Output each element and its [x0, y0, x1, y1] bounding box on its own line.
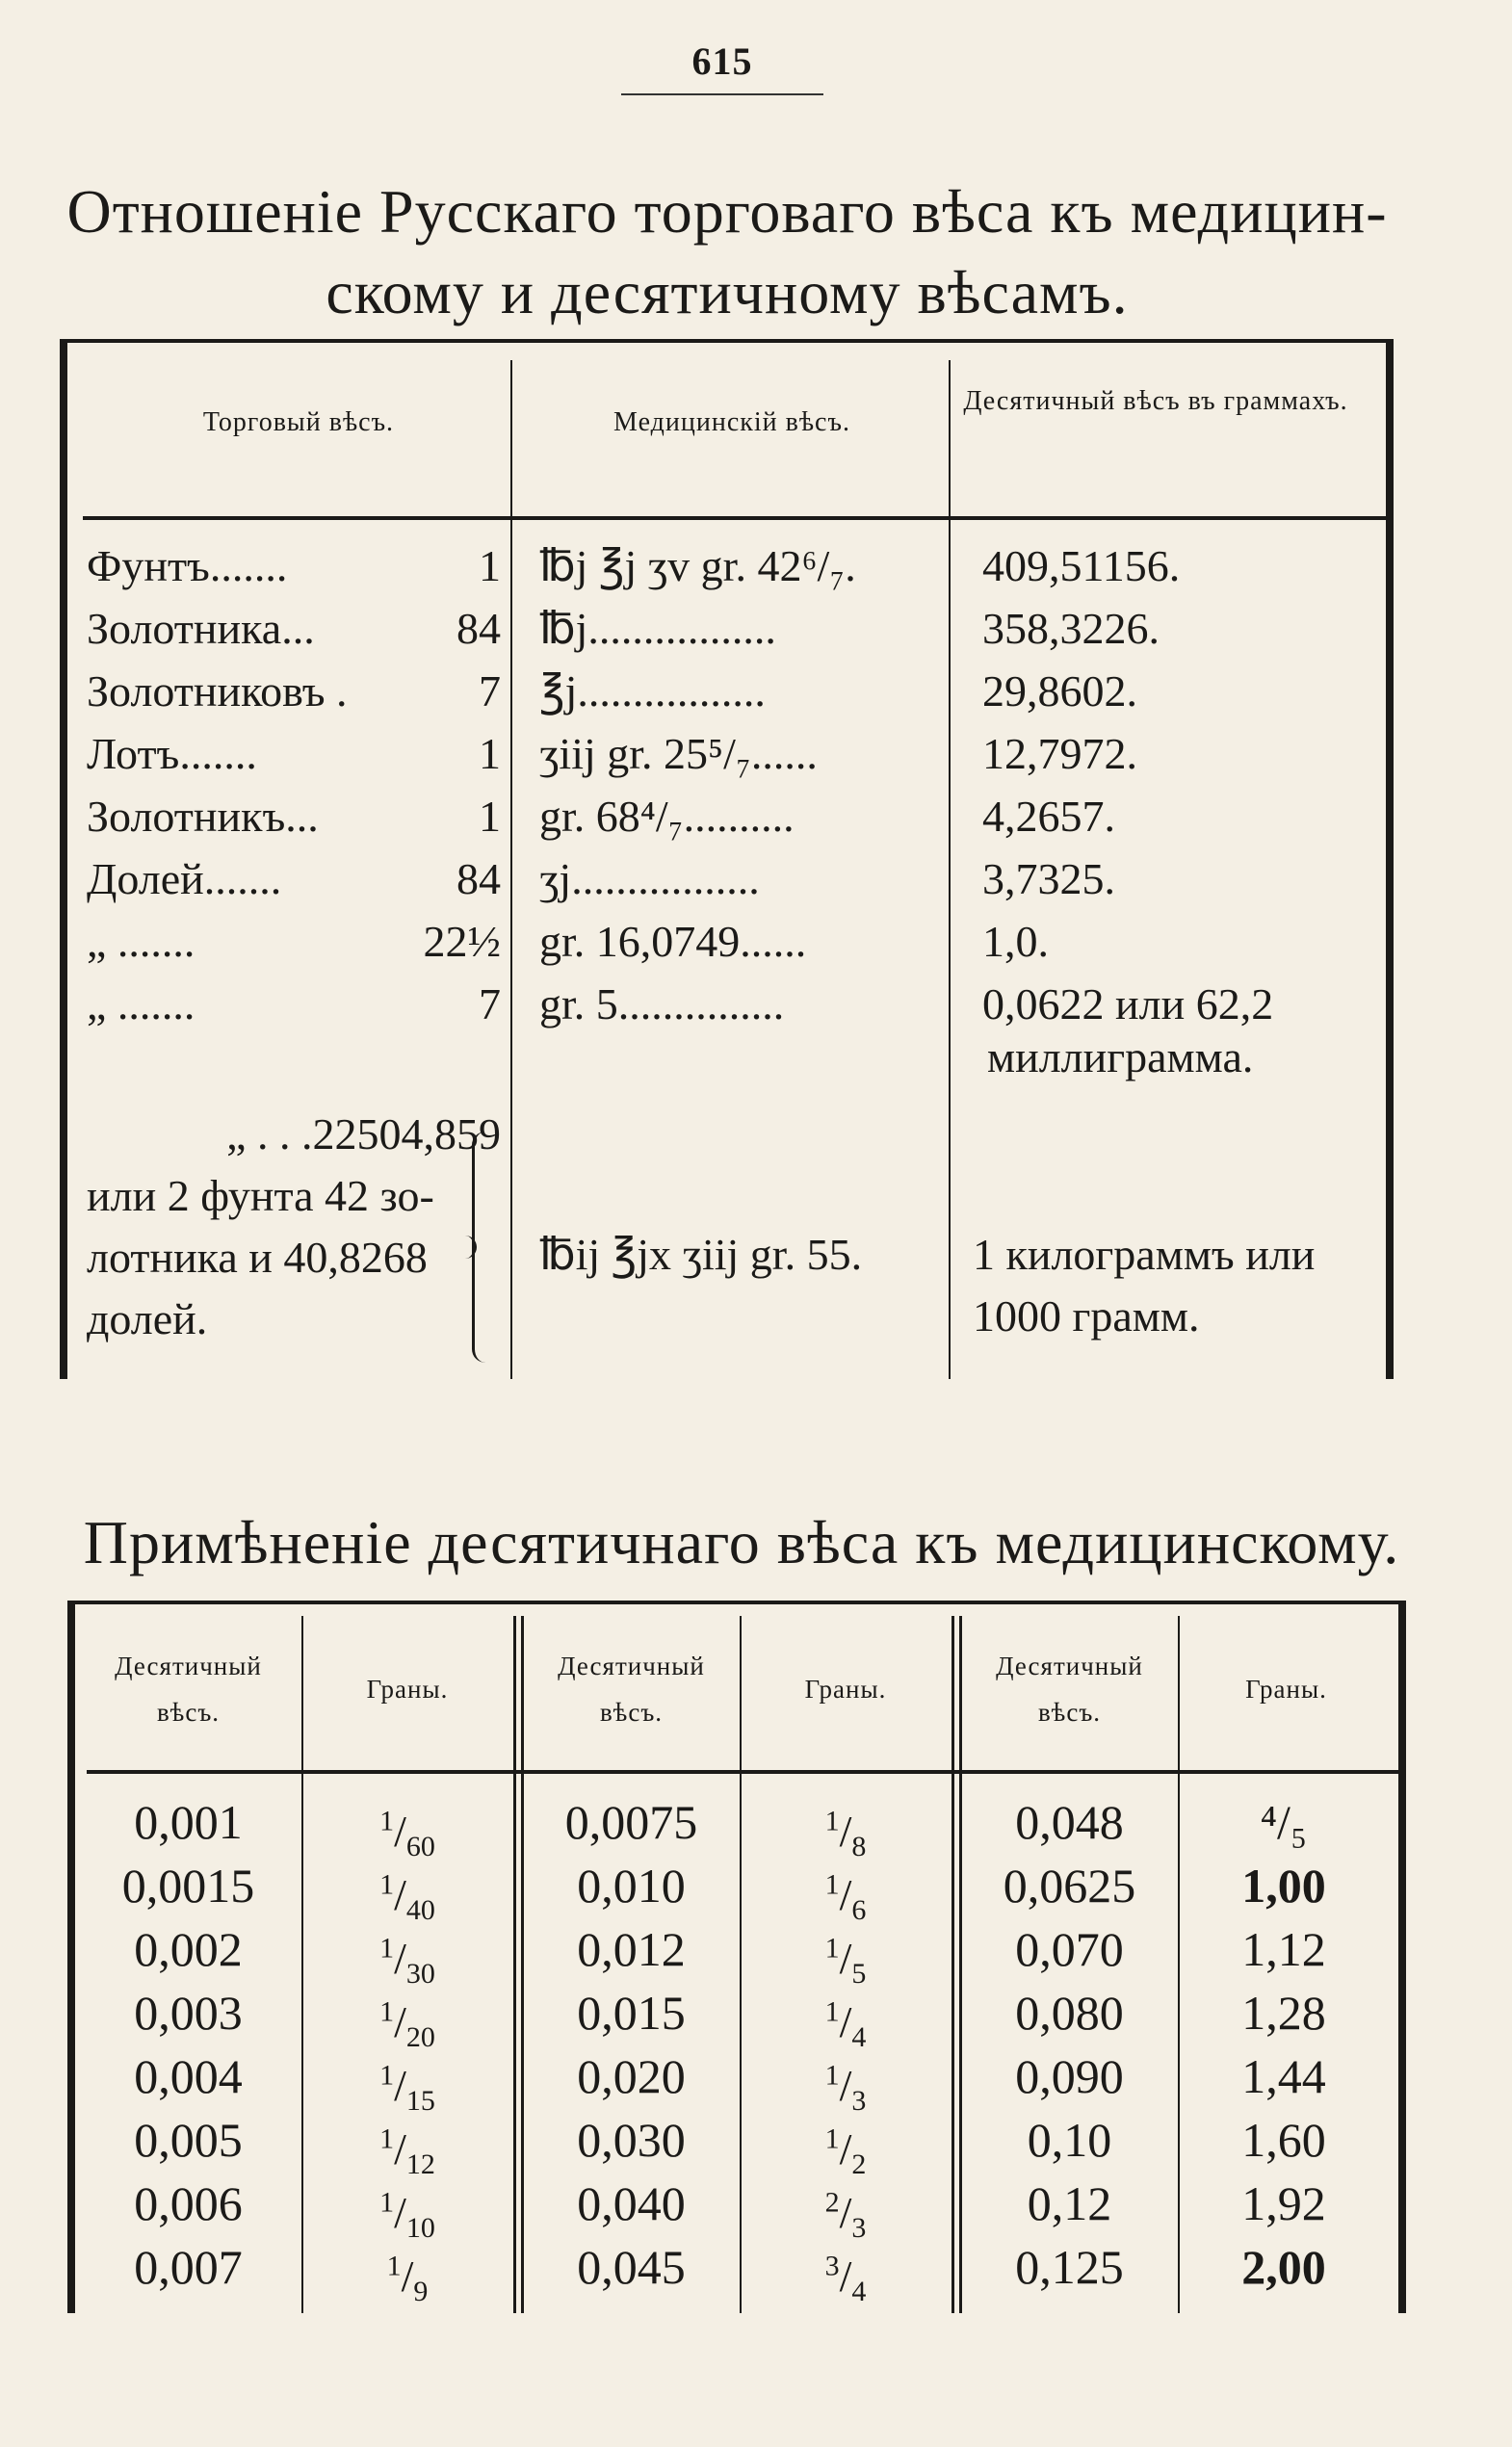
trade-weight-name: Лотъ....... — [87, 729, 257, 778]
decimal-weight-cell: 409,51156. — [982, 541, 1181, 590]
page-number: 615 — [691, 39, 753, 83]
table2-divider-b — [740, 1616, 742, 2313]
header-grains-3: Граны. — [1245, 1675, 1327, 1704]
header-grains-1: Граны. — [366, 1675, 449, 1704]
decimal-to-grains-table — [67, 1601, 1406, 2313]
fraction-denominator: 40 — [405, 1894, 435, 1927]
medical-weight-cell: gr. 16,0749...... — [539, 917, 807, 966]
fraction-denominator: 5 — [851, 1958, 867, 1991]
header-medical-weight: Медицинскій вѣсъ. — [613, 407, 850, 437]
fraction-numerator: 3 — [824, 2251, 840, 2282]
table1-row — [87, 723, 1377, 785]
grains-value — [306, 1981, 508, 2054]
grains-value — [306, 2172, 508, 2245]
header-decimal-3: Десятичный вѣсъ. — [996, 1652, 1143, 1727]
trade-weight-name: „ ....... — [87, 917, 196, 966]
fraction-numerator: 1 — [379, 2123, 395, 2155]
trade-weight-number: 84 — [456, 604, 501, 653]
decimal-weight-cell: 358,3226. — [982, 604, 1160, 653]
medical-weight-cell: ʒj................. — [539, 854, 760, 903]
last-row-line-3: лотника и 40,8268 — [87, 1233, 428, 1282]
decimal-value: 0,005 — [134, 2113, 243, 2167]
medical-weight-cell: gr. 5............... — [539, 979, 785, 1028]
decimal-weight-cell: 4,2657. — [982, 792, 1115, 841]
grains-value — [306, 1854, 508, 1927]
table1-row — [87, 535, 1377, 597]
medical-weight-cell: gr. 68⁴/₇.......... — [539, 792, 795, 841]
trade-weight-number: 1 — [479, 729, 501, 778]
fraction-denominator: 8 — [851, 1831, 867, 1863]
header-trade-weight: Торговый вѣсъ. — [202, 407, 395, 437]
kilogram-line: 1 килограммъ или — [973, 1230, 1316, 1279]
decimal-value: 0,0075 — [564, 1795, 698, 1849]
decimal-value: 0,0015 — [121, 1859, 255, 1913]
last-row-trade-weight — [87, 1104, 501, 1350]
decimal-value: 0,125 — [1015, 2240, 1124, 2294]
medical-weight-cell: ℔j ℥j ʒv gr. 42⁶/₇. — [539, 541, 856, 590]
grains-value — [306, 2235, 508, 2308]
grains-fraction: $^1/_{60}$ — [379, 1806, 435, 1863]
fraction-numerator: 1 — [379, 1869, 395, 1901]
decimal-value: 0,048 — [1015, 1795, 1124, 1849]
fraction-denominator: 30 — [405, 1958, 435, 1991]
grains-value — [306, 2108, 508, 2181]
medical-weight-cell: ℥j................. — [539, 666, 766, 716]
decimal-value: 0,010 — [577, 1859, 686, 1913]
grains-value: 1,92 — [1241, 2176, 1326, 2230]
grains-value — [744, 1981, 947, 2054]
fraction-denominator: 4 — [851, 2021, 867, 2054]
header-decimal-weight: Десятичный вѣсъ въ граммахъ. — [963, 386, 1348, 416]
decimal-weight-cell: 12,7972. — [982, 729, 1137, 778]
fraction-numerator: 1 — [379, 1933, 395, 1965]
decimal-value: 0,012 — [577, 1922, 686, 1976]
medical-weight-cell: ℔j................. — [539, 604, 776, 653]
grains-fraction: $^1/_{20}$ — [379, 1996, 435, 2054]
grains-fraction: $^3/_4$ — [824, 2251, 867, 2308]
decimal-value: 0,045 — [577, 2240, 686, 2294]
table2-divider-c — [1178, 1616, 1180, 2313]
last-row-line-1: „ . . .22504,859 — [226, 1109, 501, 1158]
grains-value: 2,00 — [1241, 2240, 1326, 2294]
decimal-value: 0,006 — [134, 2176, 243, 2230]
fraction-numerator: 2 — [824, 2187, 840, 2219]
fraction-numerator: 1 — [386, 2251, 402, 2282]
decimal-weight-cell: 1,0. — [982, 917, 1049, 966]
trade-weight-name: Фунтъ....... — [87, 541, 288, 590]
grains-value: ⁴/₅ — [1260, 1795, 1308, 1849]
fraction-denominator: 3 — [851, 2212, 867, 2245]
decimal-weight-cell: 3,7325. — [982, 854, 1115, 903]
table1-row — [87, 786, 1377, 847]
trade-weight-name: Золотника... — [87, 604, 315, 653]
weight-relation-table — [60, 339, 1394, 1379]
trade-weight-name: Золотникъ... — [87, 792, 319, 841]
grains-fraction: $^1/_2$ — [824, 2123, 867, 2181]
grains-fraction: $^1/_8$ — [824, 1806, 867, 1863]
milligram-continuation: миллиграмма. — [987, 1032, 1254, 1081]
fraction-numerator: 1 — [379, 2187, 395, 2219]
decimal-value: 0,007 — [134, 2240, 243, 2294]
fraction-numerator: 1 — [824, 1933, 840, 1965]
grains-fraction: $^1/_{40}$ — [379, 1869, 435, 1927]
trade-weight-number: 22½ — [423, 917, 501, 966]
decimal-value: 0,070 — [1015, 1922, 1124, 1976]
grains-value: 1,28 — [1241, 1986, 1326, 2040]
last-row-decimal-weight — [973, 1224, 1315, 1347]
header-decimal-1: Десятичный вѣсъ. — [115, 1652, 262, 1727]
grains-fraction: $^1/_9$ — [386, 2251, 429, 2308]
fraction-numerator: 1 — [824, 2123, 840, 2155]
grains-value — [744, 2172, 947, 2245]
decimal-weight-cell: 29,8602. — [982, 666, 1137, 716]
fraction-denominator: 6 — [851, 1894, 867, 1927]
decimal-value: 0,015 — [577, 1986, 686, 2040]
decimal-value: 0,090 — [1015, 2049, 1124, 2103]
grains-value: 1,44 — [1241, 2049, 1326, 2103]
table1-row — [87, 911, 1377, 973]
fraction-numerator: 1 — [824, 1996, 840, 2028]
grains-fraction: $^1/_{10}$ — [379, 2187, 435, 2245]
fraction-numerator: 1 — [379, 2060, 395, 2092]
grains-fraction: $^1/_{12}$ — [379, 2123, 435, 2181]
fraction-denominator: 12 — [405, 2148, 435, 2181]
fraction-denominator: 15 — [405, 2085, 435, 2118]
decimal-value: 0,12 — [1027, 2176, 1112, 2230]
header-decimal-2: Десятичный вѣсъ. — [558, 1652, 705, 1727]
grains-fraction: $^1/_4$ — [824, 1996, 867, 2054]
decimal-value: 0,040 — [577, 2176, 686, 2230]
fraction-denominator: 4 — [851, 2276, 867, 2308]
grains-fraction: $^1/_5$ — [824, 1933, 867, 1991]
grains-value — [306, 1917, 508, 1991]
fraction-numerator: 1 — [824, 1806, 840, 1837]
decimal-value: 0,002 — [134, 1922, 243, 1976]
decimal-value: 0,030 — [577, 2113, 686, 2167]
last-row-line-4: долей. — [87, 1294, 208, 1343]
grains-fraction: $^1/_{30}$ — [379, 1933, 435, 1991]
grains-fraction: $^1/_3$ — [824, 2060, 867, 2118]
header-grains-2: Граны. — [804, 1675, 887, 1704]
table2-divider-a — [301, 1616, 303, 2313]
trade-weight-number: 1 — [479, 792, 501, 841]
fraction-numerator: 1 — [824, 2060, 840, 2092]
grains-fraction: $^1/_{15}$ — [379, 2060, 435, 2118]
fraction-numerator: 1 — [379, 1996, 395, 2028]
page-number-rule — [621, 93, 823, 95]
grains-value — [744, 1790, 947, 1863]
heading-decimal-application: Примѣненіе десятичнаго вѣса къ медицинскому. — [83, 1508, 1400, 1576]
grains-value: 1,00 — [1241, 1859, 1326, 1913]
decimal-value: 0,001 — [134, 1795, 243, 1849]
fraction-denominator: 9 — [413, 2276, 429, 2308]
decimal-value: 0,004 — [134, 2049, 243, 2103]
decimal-value: 0,003 — [134, 1986, 243, 2040]
trade-weight-name: Долей....... — [87, 854, 282, 903]
fraction-denominator: 10 — [405, 2212, 435, 2245]
table2-header-rule — [87, 1770, 1398, 1774]
fraction-numerator: 1 — [824, 1869, 840, 1901]
grains-value: 1,12 — [1241, 1922, 1326, 1976]
table1-row — [87, 598, 1377, 660]
fraction-denominator: 2 — [851, 2148, 867, 2181]
grains-value — [306, 2044, 508, 2118]
gram-line: 1000 грамм. — [973, 1291, 1200, 1341]
grains-value — [306, 1790, 508, 1863]
decimal-value: 0,080 — [1015, 1986, 1124, 2040]
trade-weight-number: 1 — [479, 541, 501, 590]
grains-value — [744, 2044, 947, 2118]
grains-value — [744, 2108, 947, 2181]
trade-weight-number: 7 — [479, 666, 501, 716]
table1-row — [87, 661, 1377, 722]
trade-weight-name: „ ....... — [87, 979, 196, 1028]
grains-value — [744, 1854, 947, 1927]
fraction-denominator: 3 — [851, 2085, 867, 2118]
fraction-denominator: 60 — [405, 1831, 435, 1863]
grains-value — [744, 1917, 947, 1991]
fraction-denominator: 20 — [405, 2021, 435, 2054]
grains-value — [744, 2235, 947, 2308]
table1-row — [87, 848, 1377, 910]
decimal-value: 0,020 — [577, 2049, 686, 2103]
table2-double-divider-1 — [513, 1616, 524, 2313]
fraction-numerator: 1 — [379, 1806, 395, 1837]
decimal-value: 0,10 — [1027, 2113, 1112, 2167]
trade-weight-number: 7 — [479, 979, 501, 1028]
medical-weight-cell: ʒiij gr. 25⁵/₇...... — [539, 729, 818, 778]
table2-double-divider-2 — [952, 1616, 962, 2313]
last-row-line-2: или 2 фунта 42 зо- — [87, 1171, 434, 1220]
trade-weight-name: Золотниковъ . — [87, 666, 348, 716]
last-row-medical-weight: ℔ij ℥jx ʒiij gr. 55. — [539, 1230, 863, 1279]
grains-value: 1,60 — [1241, 2113, 1326, 2167]
trade-weight-number: 84 — [456, 854, 501, 903]
table1-header-rule — [83, 516, 1386, 520]
grains-fraction: $^1/_6$ — [824, 1869, 867, 1927]
heading-weight-relation: Отношеніе Русскаго торговаго вѣса къ медицин- скому и десятичному вѣсамъ. — [66, 177, 1388, 326]
decimal-value: 0,0625 — [1003, 1859, 1136, 1913]
grains-fraction: $^2/_3$ — [824, 2187, 867, 2245]
decimal-weight-cell: 0,0622 или 62,2 — [982, 979, 1274, 1028]
